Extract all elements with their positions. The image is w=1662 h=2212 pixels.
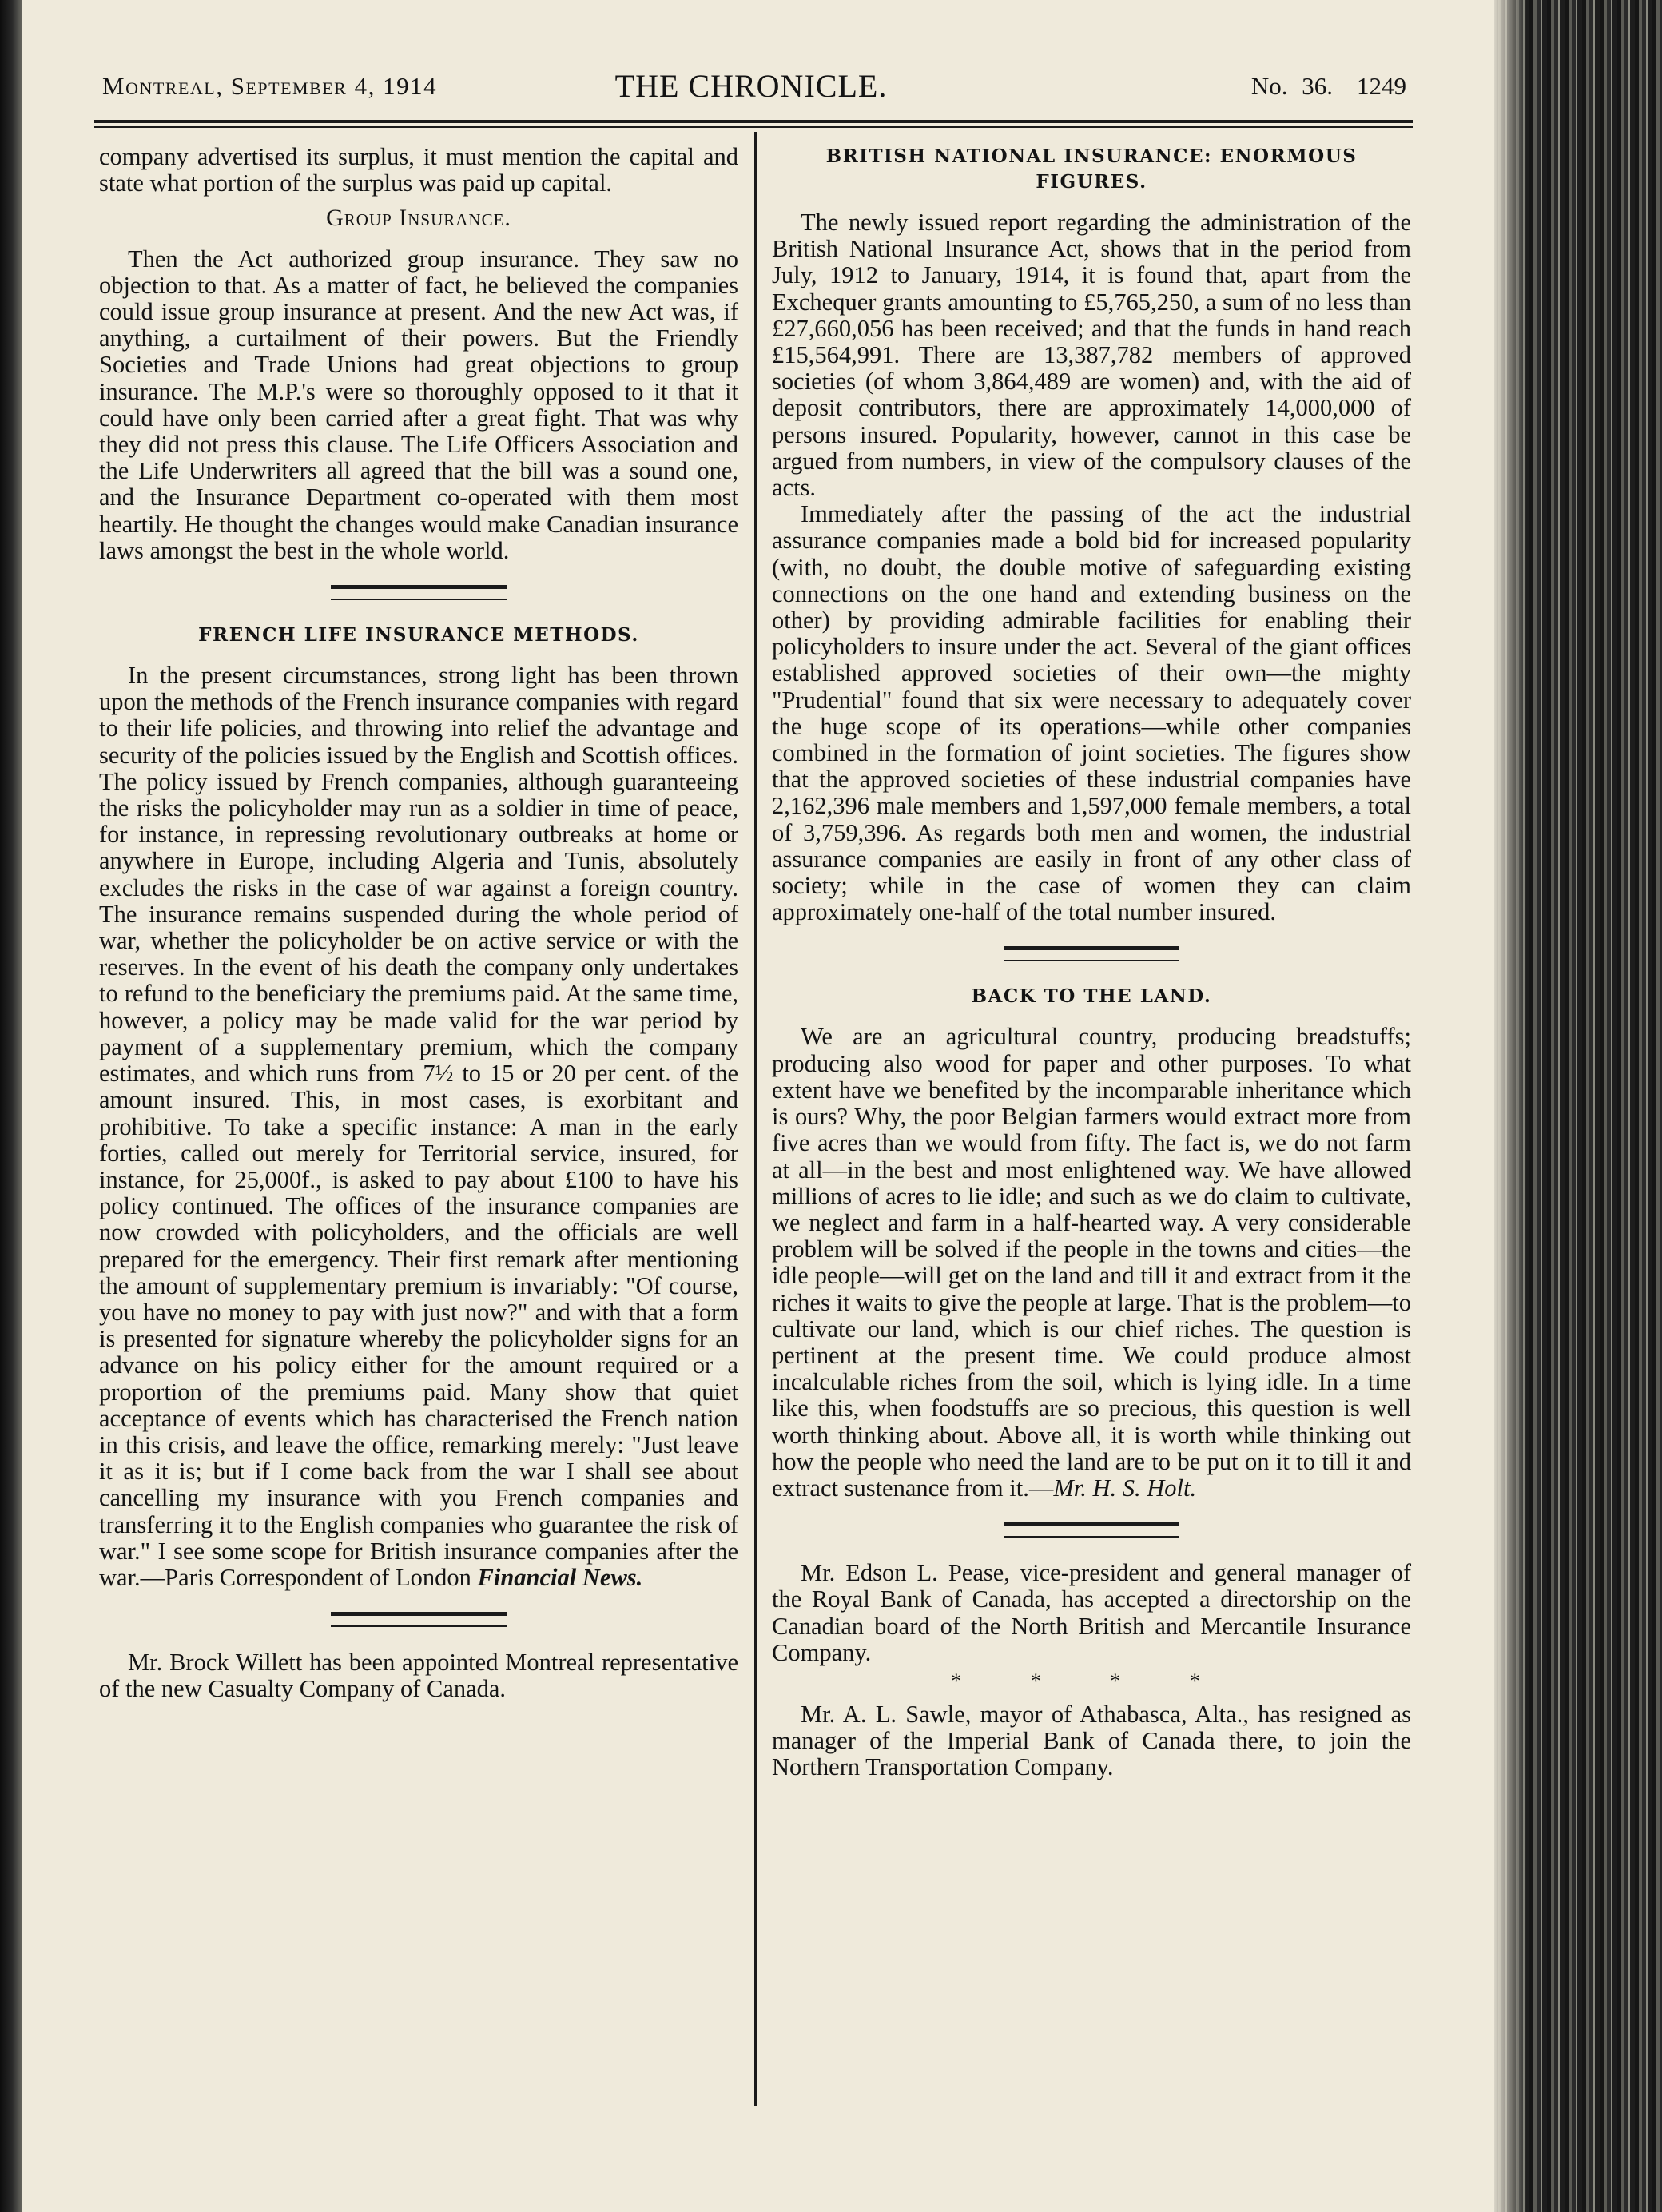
british-insurance-paragraph-2: Immediately after the passing of the act the industrial assurance companies made a bold bid for increased popularity (with, no doubt, the double motive of safeguarding existing connections on the one hand and extending business on the other) by providing admirable facilities for enabling their policyholders to insure under the act. Several of the giant offices established approved societies of their own—the mighty "Prudential" found that six were necessary to adequately cover the huge scope of its operations—while other companies combined in the formation of joint societies. The figures show that the approved societies of these industrial companies have 2,162,396 male members and 1,597,000 female members, a total of 3,759,396. As regards both men and women, the industrial assurance companies are easily in front of any other class of society; while in the case of women they can claim approximately one-half of the total number insured. bbox=[772, 500, 1411, 926]
asterism-divider: * * * * bbox=[951, 1669, 1232, 1693]
header-rule bbox=[94, 120, 1413, 123]
french-methods-headline: FRENCH LIFE INSURANCE METHODS. bbox=[198, 624, 639, 646]
french-methods-paragraph bbox=[99, 662, 738, 1591]
author-byline: Mr. H. S. Holt. bbox=[1053, 1474, 1197, 1502]
page-header bbox=[96, 66, 1406, 113]
back-to-land-headline: BACK TO THE LAND. bbox=[971, 985, 1212, 1008]
group-insurance-heading: Group Insurance. bbox=[326, 205, 511, 232]
issue-number: No. 36. bbox=[1250, 72, 1333, 100]
willett-notice: Mr. Brock Willett has been appointed Montreal representative of the new Casualty Company of Canada. bbox=[99, 1649, 738, 1703]
header-rule-thin bbox=[94, 126, 1413, 128]
back-to-land-paragraph bbox=[772, 1024, 1411, 1502]
book-spine bbox=[1494, 0, 1662, 2212]
continuation-paragraph: company advertised its surplus, it must mention the capital and state what portion of the surplus was paid up capital. bbox=[99, 143, 738, 197]
page-left-edge bbox=[0, 0, 22, 2212]
french-methods-text: In the present circumstances, strong light has been thrown upon the methods of the French insurance companies with regard to their life policies, and throwing into relief the advantage and security of the policies issued by the English and Scottish offices. The policy issued by French companies, although guaranteeing the risks the policyholder may run as a soldier in time of peace, for instance, in repressing revolutionary outbreaks at home or anywhere in Europe, including Algeria and Tunis, absolutely excludes the risks in the case of war against a foreign country. The insurance remains suspended during the whole period of war, whether the policyholder be on active service or with the reserves. In the event of his death the company only undertakes to refund to the beneficiary the premiums paid. At the same time, however, a policy may be made valid for the war period by payment of a supplementary premium, which the company estimates, and which runs from 7½ to 15 or 20 per cent. of the amount insured. This, in most cases, is exorbitant and prohibitive. To take a specific instance: A man in the early forties, called out merely for Territorial service, insured, for instance, for 25,000f., is asked to pay about £100 to have his policy continued. The offices of the insurance companies are now crowded with policyholders, and the officials are well prepared for the emergency. Their first remark after mentioning the amount of supplementary premium is invariably: "Of course, you have no money to pay with just now?" and with that a form is presented for signature whereby the policyholder signs for an advance on his policy either for the amount required or a proportion of the premiums paid. Many show that quiet acceptance of events which has characterised the French nation in this crisis, and leave the office, remarking merely: "Just leave it as it is; but if I come back from the war I shall see about cancelling my insurance with you French companies and transferring it to the English companies who guarantee the risk of war." I see some scope for British insurance companies after the war.—Paris Correspondent of London bbox=[99, 662, 738, 1591]
section-separator bbox=[1004, 1522, 1179, 1538]
sawle-notice: Mr. A. L. Sawle, mayor of Athabasca, Alta., has resigned as manager of the Imperial Bank of Canada there, to join the Northern Transportation Company. bbox=[772, 1700, 1411, 1781]
section-separator bbox=[1004, 946, 1179, 961]
left-column bbox=[99, 144, 738, 1703]
back-to-land-text: We are an agricultural country, producing breadstuffs; producing also wood for paper and other purposes. To what extent have we benefited by the incomparable inheritance which is ours? Why, the poor Belgian farmers would extract more from five acres than we would from fifty. The fact is, we do not farm at all—in the best and most enlightened way. We have allowed millions of acres to lie idle; and such as we do claim to cultivate, we neglect and farm in a half-hearted way. A very considerable problem will be solved if the people in the towns and cities—the idle people—will get on the land and till it and extract from it the riches it waits to give the people at large. That is the problem—to cultivate our land, which is our chief riches. The question is pertinent at the present time. We could produce almost incalculable riches from the soil, which is lying idle. In a time like this, when foodstuffs are so precious, this question is well worth thinking about. Above all, it is worth while thinking out how the people who need the land are to be put on it to till it and extract sustenance from it.— bbox=[772, 1023, 1411, 1502]
publication-title: THE CHRONICLE. bbox=[614, 68, 888, 104]
issue-info bbox=[1251, 72, 1406, 101]
right-column bbox=[772, 144, 1411, 1781]
column-divider bbox=[754, 132, 757, 2106]
british-insurance-paragraph-1: The newly issued report regarding the administration of the British National Insurance Act, shows that in the period from July, 1912 to January, 1914, it is found that, apart from the Exchequer grants amounting to £5,765,250, a sum of no less than £27,660,056 has been received; and that the funds in hand reach £15,564,991. There are 13,387,782 members of approved societies (of whom 3,864,489 are women) and, with the aid of deposit contributors, there are approximately 14,000,000 of persons insured. Popularity, however, cannot in this case be argued from numbers, in view of the compulsory clauses of the acts. bbox=[772, 209, 1411, 502]
source-publication: Financial News. bbox=[477, 1563, 643, 1591]
section-separator bbox=[331, 1612, 507, 1627]
pease-notice: Mr. Edson L. Pease, vice-president and general manager of the Royal Bank of Canada, has accepted a directorship on the Canadian board of the North British and Mercantile Insurance Company. bbox=[772, 1559, 1411, 1666]
section-separator bbox=[331, 585, 507, 600]
dateline: Montreal, September 4, 1914 bbox=[102, 72, 438, 100]
page-number: 1249 bbox=[1357, 72, 1406, 100]
british-insurance-headline: BRITISH NATIONAL INSURANCE: ENORMOUS FIGURES. bbox=[825, 145, 1358, 193]
group-insurance-paragraph: Then the Act authorized group insurance. They saw no objection to that. As a matter of fact, he believed the companies could issue group insurance at present. And the new Act was, if anything, a curtailment of their powers. But the Friendly Societies and Trade Unions had great objections to group insurance. The M.P.'s were so thoroughly opposed to it that it could have only been carried after a great fight. That was why they did not press this clause. The Life Officers Association and the Life Underwriters all agreed that the bill was a sound one, and the Insurance Department co-operated with them most heartily. He thought the changes would make Canadian insurance laws amongst the best in the whole world. bbox=[99, 245, 738, 564]
